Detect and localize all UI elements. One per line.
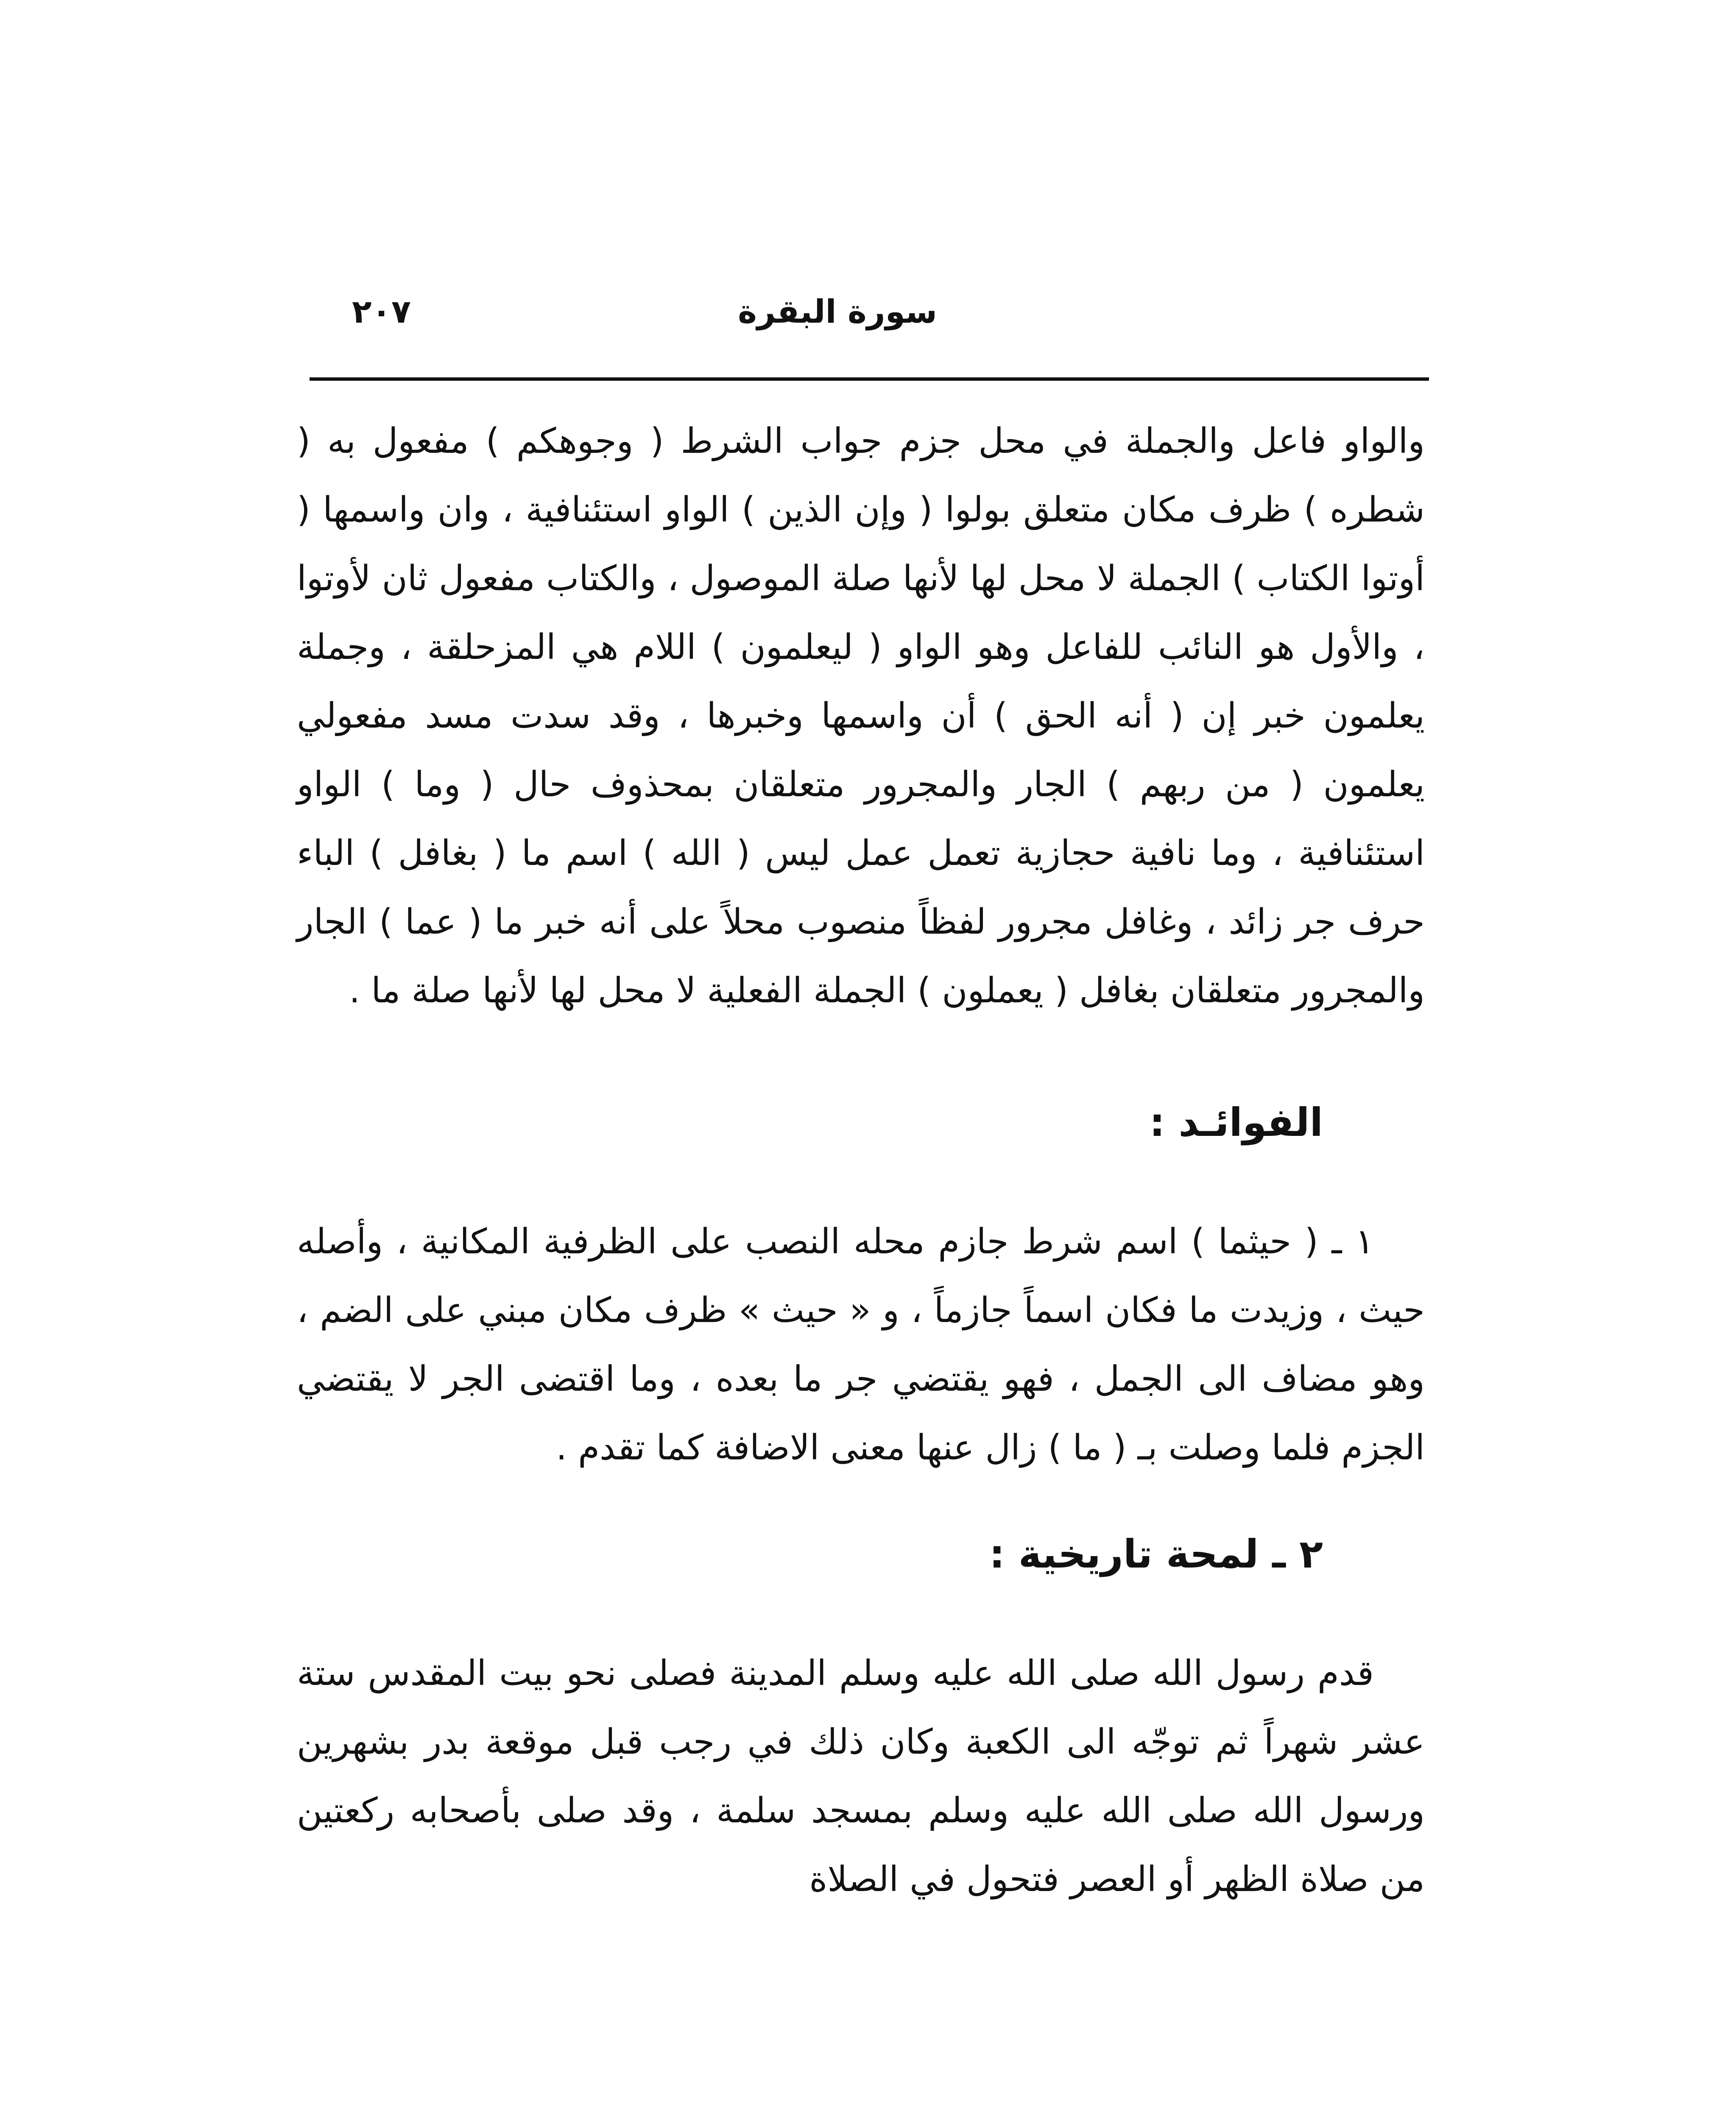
- header-divider: [310, 377, 1429, 381]
- benefit-paragraph: ١ ـ ( حيثما ) اسم شرط جازم محله النصب على الظرفية المكانية ، وأصله حيث ، وزيدت ما فكان اسماً جازماً ، و « حيث » ظرف مكان مبني على الضم ، وهو مضاف الى الجمل ، فهو يقتضي جر ما بعده ، وما اقتضى الجر لا يقتضي الجزم فلما وصلت بـ ( ما ) زال عنها معنى الاضافة كما تقدم .: [297, 1222, 1425, 1468]
- page-body: [297, 407, 1425, 1914]
- grammar-paragraph: والواو فاعل والجملة في محل جزم جواب الشرط ( وجوهكم ) مفعول به ( شطره ) ظرف مكان متعلق بولوا ( وإن الذين ) الواو استئنافية ، وان واسمها ( أوتوا الكتاب ) الجملة لا محل لها لأنها صلة الموصول ، والكتاب مفعول ثان لأوتوا ، والأول هو النائب للفاعل وهو الواو ( ليعلمون ) اللام هي المزحلقة ، وجملة يعلمون خبر إن ( أنه الحق ) أن واسمها وخبرها ، وقد سدت مسد مفعولي يعلمون ( من ربهم ) الجار والمجرور متعلقان بمحذوف حال ( وما ) الواو استئنافية ، وما نافية حجازية تعمل عمل ليس ( الله ) اسم ما ( بغافل ) الباء حرف جر زائد ، وغافل مجرور لفظاً منصوب محلاً على أنه خبر ما ( عما ) الجار والمجرور متعلقان بغافل ( يعملون ) الجملة الفعلية لا محل لها لأنها صلة ما .: [297, 421, 1425, 1011]
- section-heading-historical-note: ٢ ـ لمحة تاريخية :: [989, 1531, 1323, 1577]
- page-number: ٢٠٧: [352, 293, 411, 330]
- page-header: [310, 293, 1429, 352]
- running-title: سورة البقرة: [738, 293, 937, 330]
- history-paragraph: قدم رسول الله صلى الله عليه وسلم المدينة فصلى نحو بيت المقدس ستة عشر شهراً ثم توجّه الى الكعبة وكان ذلك في رجب قبل موقعة بدر بشهرين ورسول الله صلى الله عليه وسلم بمسجد سلمة ، وقد صلى بأصحابه ركعتين من صلاة الظهر أو العصر فتحول في الصلاة: [297, 1653, 1425, 1900]
- section-heading-fawaid: الفوائـد :: [1149, 1100, 1323, 1145]
